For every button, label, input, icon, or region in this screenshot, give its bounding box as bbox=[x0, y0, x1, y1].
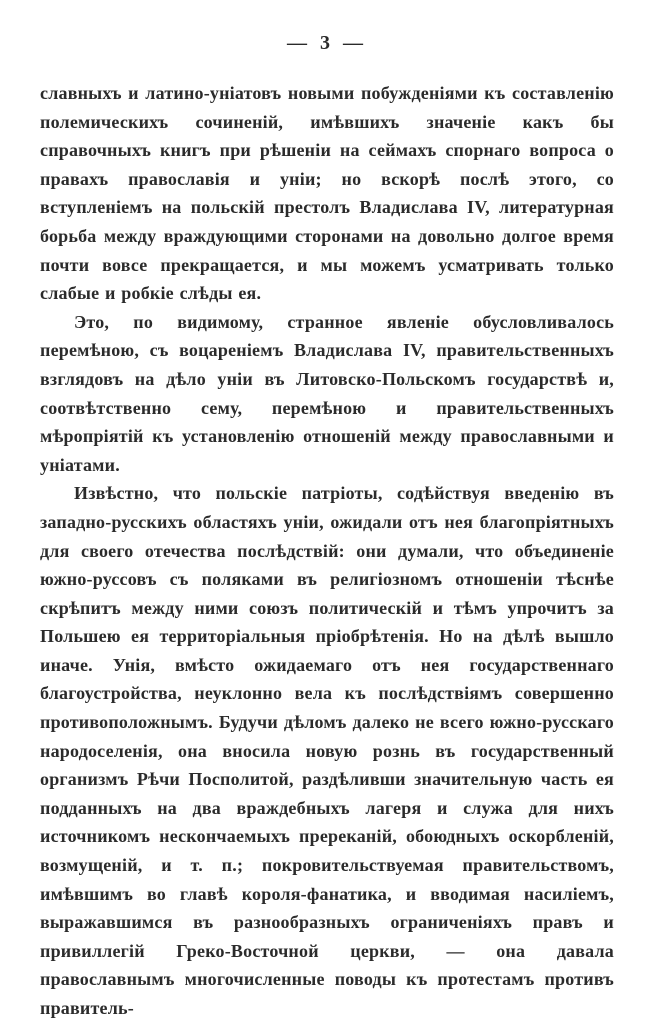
paragraph-continuation: славныхъ и латино-уніатовъ новыми побужденіями къ составленію полемическихъ сочиненій, имѣвшихъ значеніе какъ бы справочныхъ книгъ при рѣшеніи на сеймахъ спорнаго вопроса о правахъ православія и уніи; но вскорѣ послѣ этого, со вступленіемъ на польскій престолъ Владислава IV, литературная борьба между враждующими сторонами на довольно долгое время почти вовсе прекращается, и мы можемъ усматривать только слабые и робкіе слѣды ея. bbox=[40, 83, 614, 304]
paragraph: Извѣстно, что польскіе патріоты, содѣйствуя введенію въ западно-русскихъ областяхъ уніи, ожидали отъ нея благопріятныхъ для своего отечества послѣдствій: они думали, что объединеніе южно-руссовъ съ поляками въ религіозномъ отношеніи тѣснѣе скрѣпитъ между ними союзъ политическій и тѣмъ упрочитъ за Польшею ея территоріальныя пріобрѣтенія. Но на дѣлѣ вышло иначе. Унія, вмѣсто ожидаемаго отъ нея государственнаго благоустройства, неуклонно вела къ послѣдствіямъ совершенно противоположнымъ. Будучи дѣломъ далеко не всего южно-русскаго народоселенія, она вносила новую рознь въ государственный организмъ Рѣчи Посполитой, раздѣливши значительную часть ея подданныхъ на два враждебныхъ лагеря и служа для нихъ источникомъ нескончаемыхъ пререканій, обоюдныхъ оскорбленій, возмущеній, и т. п.; покровительствуемая правительствомъ, имѣвшимъ во главѣ короля-фанатика, и вводимая насиліемъ, выражавшимся въ разнообразныхъ ограниченіяхъ правъ и привиллегій Греко-Восточной церкви, — она давала православнымъ многочисленные поводы къ протестамъ противъ правитель- bbox=[40, 483, 614, 1018]
page-number: — 3 — bbox=[287, 32, 367, 54]
paragraph: Это, по видимому, странное явленіе обусловливалось перемѣною, съ воцареніемъ Владислава IV, правительственныхъ взглядовъ на дѣло уніи въ Литовско-Польскомъ государствѣ и, соотвѣтственно сему, перемѣною и правительственныхъ мѣропріятій къ установленію отношеній между православными и уніатами. bbox=[40, 311, 614, 475]
page-text bbox=[40, 79, 614, 1023]
